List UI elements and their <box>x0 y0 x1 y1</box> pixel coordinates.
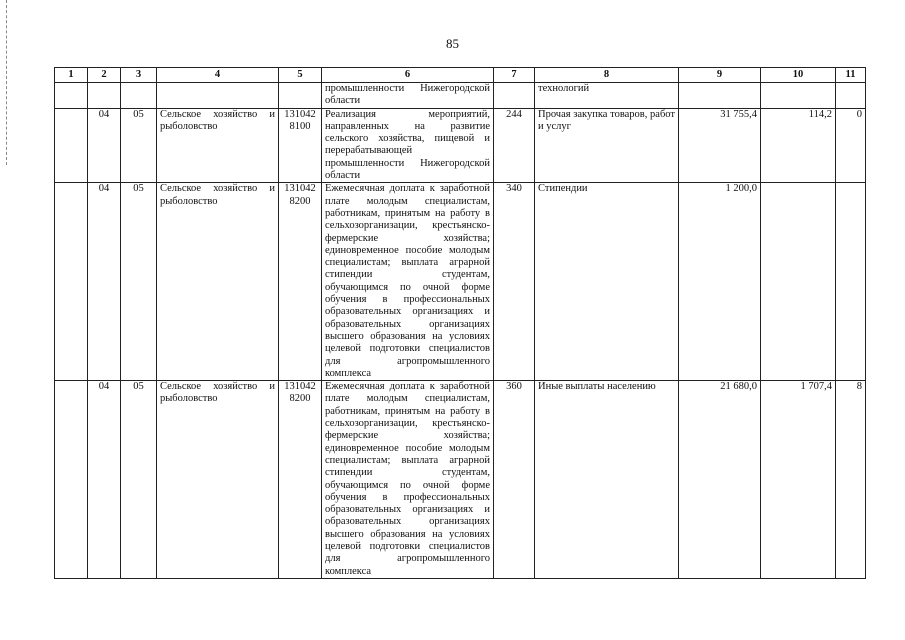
cell-percent: 0 <box>836 108 866 183</box>
description-line: плате молодым специалистам, <box>325 195 490 207</box>
cell-amount-executed: 1 707,4 <box>761 381 836 579</box>
cell-amount-planned: 21 680,0 <box>679 381 761 579</box>
cell-target-code: 131042 8100 <box>279 108 322 183</box>
cell-section-name: Сельское хозяйство и рыболовство <box>157 381 279 579</box>
description-line: Реализация мероприятий, <box>325 108 490 120</box>
table-row <box>55 83 866 109</box>
cell-section: 04 <box>88 108 121 183</box>
cell-subsection: 05 <box>121 183 157 381</box>
description-line: сельского хозяйства, пищевой и <box>325 133 490 145</box>
description-line: фермерские хозяйства; <box>325 232 490 244</box>
cell-subsection: 05 <box>121 108 157 183</box>
cell-expense-type: 360 <box>494 381 535 579</box>
cell-section: 04 <box>88 381 121 579</box>
cell-amount-executed: 114,2 <box>761 108 836 183</box>
cell-expense-type: 340 <box>494 183 535 381</box>
description-line: целевой подготовки специалистов <box>325 540 490 552</box>
table-row <box>55 183 866 381</box>
cell-target-code: 131042 8200 <box>279 183 322 381</box>
cell-expense-type <box>494 83 535 109</box>
col-header-1: 1 <box>55 68 88 83</box>
cell-amount-planned <box>679 83 761 109</box>
cell-percent <box>836 83 866 109</box>
col-header-10: 10 <box>761 68 836 83</box>
cell-section-name <box>157 83 279 109</box>
cell-amount-executed <box>761 83 836 109</box>
description-line: Ежемесячная доплата к заработной <box>325 183 490 195</box>
cell-section: 04 <box>88 183 121 381</box>
cell-target-code: 131042 8200 <box>279 381 322 579</box>
description-line: Ежемесячная доплата к заработной <box>325 381 490 393</box>
description-line: высшего образования на условиях <box>325 528 490 540</box>
description-line: плате молодым специалистам, <box>325 393 490 405</box>
cell-amount-planned: 31 755,4 <box>679 108 761 183</box>
cell-description <box>322 108 494 183</box>
description-line: образовательных организациях и <box>325 504 490 516</box>
col-header-7: 7 <box>494 68 535 83</box>
description-line: промышленности Нижегородской <box>325 157 490 169</box>
description-line: направленных на развитие <box>325 120 490 132</box>
cell-amount-executed <box>761 183 836 381</box>
page-number: 85 <box>446 36 459 51</box>
description-line: для агропромышленного <box>325 355 490 367</box>
cell-amount-planned: 1 200,0 <box>679 183 761 381</box>
cell-description <box>322 83 494 109</box>
cell-target-code <box>279 83 322 109</box>
description-line: перерабатывающей <box>325 145 413 157</box>
cell-subsection <box>121 83 157 109</box>
col-header-9: 9 <box>679 68 761 83</box>
description-line: специалистам; выплата аграрной <box>325 454 490 466</box>
description-line: сельхозорганизации, крестьянско- <box>325 220 490 232</box>
description-line: обучающимся по очной форме <box>325 479 490 491</box>
cell-section-name: Сельское хозяйство и рыболовство <box>157 183 279 381</box>
cell-description <box>322 183 494 381</box>
description-line: обучающимся по очной форме <box>325 281 490 293</box>
description-line: работникам, принятым на работу в <box>325 405 490 417</box>
description-line: единовременное пособие молодым <box>325 442 490 454</box>
description-line: обучения в профессиональных <box>325 491 490 503</box>
cell-percent <box>836 183 866 381</box>
cell-col-1 <box>55 108 88 183</box>
cell-description <box>322 381 494 579</box>
budget-table <box>54 67 866 579</box>
col-header-8: 8 <box>535 68 679 83</box>
cell-expense-name: Иные выплаты населению <box>535 381 679 579</box>
description-line: работникам, принятым на работу в <box>325 207 490 219</box>
description-line: стипендии студентам, <box>325 269 490 281</box>
description-line: фермерские хозяйства; <box>325 430 490 442</box>
binding-edge-line <box>6 0 7 165</box>
col-header-3: 3 <box>121 68 157 83</box>
col-header-5: 5 <box>279 68 322 83</box>
description-line: комплекса <box>325 367 372 379</box>
cell-section-name: Сельское хозяйство и рыболовство <box>157 108 279 183</box>
cell-percent: 8 <box>836 381 866 579</box>
description-line: промышленности Нижегородской <box>325 83 490 94</box>
description-line: высшего образования на условиях <box>325 330 490 342</box>
table-row <box>55 381 866 579</box>
col-header-4: 4 <box>157 68 279 83</box>
description-line: сельхозорганизации, крестьянско- <box>325 418 490 430</box>
description-line: области <box>325 170 361 182</box>
description-line: области <box>325 95 361 107</box>
description-line: единовременное пособие молодым <box>325 244 490 256</box>
description-line: целевой подготовки специалистов <box>325 343 490 355</box>
description-line: образовательных организациях и <box>325 306 490 318</box>
description-line: специалистам; выплата аграрной <box>325 257 490 269</box>
description-line: образовательных организациях <box>325 318 490 330</box>
cell-expense-name: Прочая закупка товаров, работ и услуг <box>535 108 679 183</box>
cell-section <box>88 83 121 109</box>
col-header-6: 6 <box>322 68 494 83</box>
cell-subsection: 05 <box>121 381 157 579</box>
description-line: образовательных организациях <box>325 516 490 528</box>
description-line: комплекса <box>325 565 372 577</box>
header-row <box>55 68 866 83</box>
cell-expense-type: 244 <box>494 108 535 183</box>
col-header-11: 11 <box>836 68 866 83</box>
cell-col-1 <box>55 381 88 579</box>
description-line: для агропромышленного <box>325 553 490 565</box>
cell-expense-name: технологий <box>535 83 679 109</box>
cell-expense-name: Стипендии <box>535 183 679 381</box>
table-row <box>55 108 866 183</box>
cell-col-1 <box>55 83 88 109</box>
cell-col-1 <box>55 183 88 381</box>
col-header-2: 2 <box>88 68 121 83</box>
description-line: обучения в профессиональных <box>325 294 490 306</box>
description-line: стипендии студентам, <box>325 467 490 479</box>
